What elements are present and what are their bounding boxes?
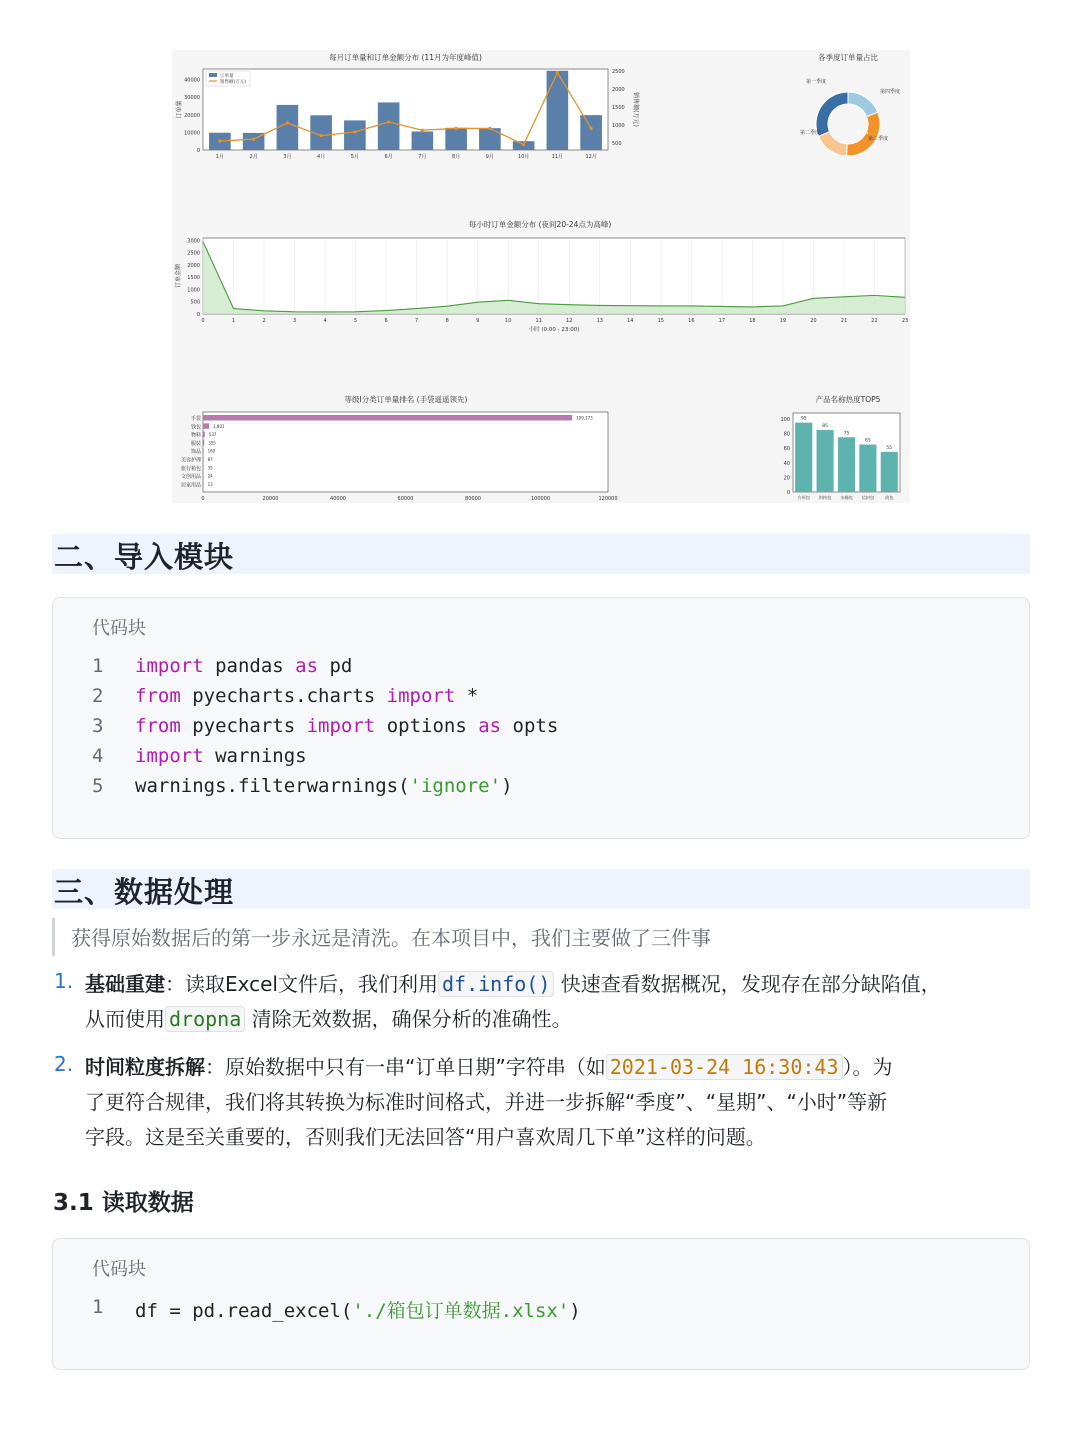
slice-label: 第三季度	[867, 136, 889, 142]
bar-钱包	[203, 423, 209, 429]
code-block-import[interactable]	[52, 597, 1030, 839]
x-tick-label: 4	[323, 318, 327, 324]
chart-title: 每小时订单金额分布 (夜间20-24点为高峰)	[468, 220, 612, 229]
bar-筒包	[881, 452, 898, 492]
code-text: import pandas as pd	[135, 655, 353, 677]
slice-label: 第一季度	[805, 79, 827, 85]
bar-服装	[203, 440, 204, 446]
line-number: 3	[92, 715, 104, 737]
x-tick-label: 15	[657, 318, 665, 324]
y-axis-label: 订单金额	[175, 263, 182, 289]
list-item-2-line-2: 了更符合规律，我们将其转换为标准时间格式，并进一步拆解“季度”、“星期”、“小时”等新	[85, 1090, 888, 1114]
y2-tick-label: 2000	[612, 86, 625, 93]
x-tick-label: 0	[201, 318, 205, 324]
line-point-1月	[218, 139, 221, 142]
section-heading-data-processing	[52, 869, 1030, 909]
y-tick-label: 20000	[184, 112, 200, 119]
y-tick-label: 0	[196, 148, 200, 154]
y-tick-label: 美容护理	[180, 457, 201, 464]
line-point-11月	[556, 71, 559, 74]
x-tick-label: 8月	[452, 154, 461, 160]
bar-5月	[344, 120, 366, 150]
code-line	[53, 1296, 1029, 1326]
chart-title: 每月订单量和订单金额分布 (11月为年度峰值)	[329, 53, 482, 62]
section-heading-import	[52, 534, 1030, 574]
chart-title: 产品名称热度TOP5	[815, 395, 881, 404]
code-text: from pyecharts.charts import *	[135, 685, 479, 707]
y-tick-label: 3000	[187, 238, 200, 245]
inline-code: 2021-03-24 16:30:43	[606, 1054, 843, 1080]
text: 从而使用	[85, 1007, 165, 1031]
y2-axis-label: 销售额(万元)	[632, 92, 639, 127]
x-tick-label: 22	[871, 318, 878, 324]
bar-value-label: 87	[207, 457, 213, 462]
bar-value-label: 109,373	[576, 415, 593, 421]
bar-value-label: 355	[208, 440, 216, 446]
y-tick-label: 2000	[187, 262, 200, 269]
chart-title: 等级I分类订单量排名 (手袋遥遥领先)	[344, 395, 468, 404]
bar-美容护理	[203, 457, 204, 463]
bar-12月	[580, 115, 602, 150]
y-tick-label: 饰品	[190, 449, 201, 456]
y-tick-label: 2500	[187, 250, 200, 257]
code-text: import warnings	[135, 745, 307, 767]
code-line	[53, 685, 1029, 715]
y-tick-label: 文创用品	[180, 474, 201, 481]
bar-value-label: 85	[822, 423, 828, 429]
text: ）。为	[842, 1055, 893, 1079]
line-point-8月	[455, 127, 458, 130]
x-tick-label: 5	[354, 318, 358, 324]
bar-居家用品	[203, 481, 204, 487]
list-item-2-line-1	[85, 1050, 893, 1085]
x-tick-label: 2	[262, 318, 266, 324]
text: ：原始数据中只有一串“订单日期”字符串（如	[205, 1055, 606, 1079]
line-point-12月	[590, 127, 593, 130]
x-tick-label: 3月	[283, 154, 292, 160]
bar-value-label: 1,801	[213, 423, 225, 429]
x-tick-label: 14	[627, 318, 634, 324]
x-tick-label: 9	[476, 318, 480, 324]
bar-手袋	[203, 415, 572, 421]
slice-第三季度	[818, 132, 847, 156]
x-tick-label: 120000	[598, 496, 618, 502]
dashboard-charts	[172, 50, 910, 503]
x-tick-label: 1月	[215, 154, 224, 160]
y-tick-label: 物料	[190, 432, 201, 439]
code-block-read-data[interactable]	[52, 1238, 1030, 1370]
x-tick-label: 60000	[397, 496, 414, 502]
x-tick-label: 12	[566, 318, 573, 324]
plot-area	[203, 412, 608, 492]
x-tick-label: 7	[415, 318, 419, 324]
subsection-title: 3.1 读取数据	[53, 1190, 194, 1216]
bar-8月	[445, 128, 467, 150]
x-tick-label: 1	[231, 318, 236, 324]
x-tick-label: 7月	[418, 154, 427, 160]
y-tick-label: 钱包	[190, 424, 201, 431]
line-number: 5	[92, 775, 104, 797]
list-number: 2.	[54, 1052, 74, 1076]
line-point-2月	[252, 138, 255, 141]
x-tick-label: 3	[292, 318, 297, 324]
dashboard-image	[172, 50, 910, 503]
x-tick-label: 5月	[350, 154, 359, 160]
bar-饰品	[203, 448, 204, 454]
y2-tick-label: 1500	[612, 104, 625, 111]
x-tick-label: 10月	[517, 154, 530, 160]
x-tick-label: 17	[718, 318, 726, 324]
bar-斜挎包	[817, 430, 834, 492]
x-tick-label: 100000	[530, 496, 551, 502]
x-tick-label: 11月	[551, 154, 564, 160]
x-tick-label: 18	[749, 318, 756, 324]
bar-value-label: 55	[886, 445, 893, 451]
x-tick-label: 斜挎包	[818, 495, 832, 500]
x-tick-label: 21	[840, 318, 848, 324]
y-tick-label: 0	[196, 312, 200, 318]
y-tick-label: 80	[783, 431, 790, 438]
bar-value-label: 160	[207, 448, 216, 454]
text: 清除无效数据，确保分析的准确性。	[251, 1007, 572, 1031]
x-tick-label: 2月	[249, 154, 258, 160]
x-tick-label: 13	[596, 318, 603, 324]
code-block-caption: 代码块	[92, 1259, 146, 1280]
y-tick-label: 居家用品	[180, 482, 201, 489]
y-axis-label: 订单量	[176, 100, 183, 119]
bar-7月	[412, 132, 434, 150]
bar-文创用品	[203, 473, 204, 479]
code-line	[53, 745, 1029, 775]
y-tick-label: 10000	[184, 130, 200, 137]
bar-value-label: 35	[207, 465, 213, 471]
y-tick-label: 30000	[184, 95, 200, 102]
line-point-7月	[421, 129, 424, 132]
inline-code: dropna	[165, 1006, 245, 1032]
list-number: 1.	[54, 969, 74, 993]
y2-tick-label: 2500	[612, 68, 625, 75]
text: ：读取Excel文件后，我们利用	[165, 972, 438, 996]
bar-value-label: 24	[207, 473, 213, 479]
line-number: 1	[92, 1296, 104, 1318]
x-tick-label: 20	[810, 318, 817, 324]
x-tick-label: 水桶包	[840, 495, 853, 500]
bar-value-label: 75	[843, 431, 850, 437]
bar-value-label: 13	[207, 481, 213, 487]
bar-物料	[203, 432, 205, 438]
inline-code: df.info()	[438, 971, 554, 997]
list-item-1-line-1	[85, 967, 941, 1002]
line-point-3月	[286, 121, 289, 124]
y-tick-label: 0	[786, 490, 790, 496]
x-tick-label: 8	[445, 318, 449, 324]
line-point-4月	[320, 134, 323, 137]
bar-value-label: 95	[800, 416, 807, 422]
blockquote	[52, 918, 711, 956]
list-item-1-line-2	[85, 1002, 572, 1037]
code-line	[53, 775, 1029, 805]
code-line	[53, 715, 1029, 745]
y-tick-label: 1000	[187, 287, 200, 294]
y-tick-label: 1500	[187, 275, 200, 282]
x-tick-label: 方形包	[797, 495, 810, 500]
bar-value-label: 65	[865, 438, 871, 444]
y-tick-label: 手袋	[190, 416, 201, 422]
line-number: 1	[92, 655, 104, 677]
bar-value-label: 537	[208, 432, 217, 438]
section-title: 三、数据处理	[54, 875, 235, 909]
y-tick-label: 500	[190, 299, 200, 306]
code-block-caption: 代码块	[92, 618, 146, 639]
list-item-bold: 基础重建	[85, 972, 165, 996]
line-number: 2	[92, 685, 104, 707]
y-tick-label: 服装	[190, 440, 201, 447]
code-text: from pyecharts import options as opts	[135, 715, 559, 737]
line-point-9月	[488, 127, 491, 130]
x-tick-label: 6月	[384, 154, 393, 160]
x-tick-label: 19	[779, 318, 787, 324]
x-axis-label: 小时 (0:00 - 23:00)	[528, 327, 580, 333]
slice-label: 第二季度	[799, 130, 821, 136]
y-tick-label: 20	[783, 475, 790, 482]
code-text: df = pd.read_excel('./箱包订单数据.xlsx')	[135, 1300, 581, 1322]
legend-label-0: 订单量	[220, 74, 234, 79]
slice-label: 第四季度	[879, 89, 901, 95]
section-title: 二、导入模块	[54, 540, 235, 574]
text: 快速查看数据概况，发现存在部分缺陷值，	[560, 972, 941, 996]
x-tick-label: 4月	[317, 154, 326, 160]
quote-text: 获得原始数据后的第一步永远是清洗。在本项目中，我们主要做了三件事	[71, 926, 711, 950]
y2-tick-label: 1000	[612, 122, 625, 129]
x-tick-label: 80000	[465, 496, 481, 502]
chart-title: 各季度订单量占比	[818, 53, 878, 62]
x-tick-label: 23	[901, 318, 909, 324]
x-tick-label: 筒包	[885, 495, 894, 500]
line-point-6月	[387, 120, 390, 123]
slice-percent: 31.7%	[855, 130, 869, 135]
slice-第一季度	[848, 92, 878, 117]
legend-swatch-bar	[209, 73, 217, 77]
x-tick-label: 11	[535, 318, 542, 324]
bar-3月	[277, 105, 299, 150]
x-tick-label: 20000	[262, 496, 279, 502]
line-number: 4	[92, 745, 104, 767]
slice-第二季度	[816, 92, 848, 136]
x-tick-label: 6	[384, 318, 388, 324]
x-tick-label: 10	[505, 318, 512, 324]
x-tick-label: 0	[201, 496, 205, 502]
bar-信封包	[859, 445, 876, 492]
y2-tick-label: 500	[612, 140, 622, 147]
y-tick-label: 40	[783, 460, 790, 467]
line-point-5月	[353, 130, 356, 133]
list-item-2-line-3: 字段。这是至关重要的，否则我们无法回答“用户喜欢周几下单”这样的问题。	[85, 1125, 766, 1149]
x-tick-label: 信封包	[861, 495, 875, 500]
x-tick-label: 16	[688, 318, 695, 324]
x-tick-label: 12月	[585, 154, 597, 160]
y-tick-label: 60	[783, 446, 790, 453]
bar-水桶包	[838, 437, 855, 492]
line-point-10月	[522, 143, 525, 146]
bar-旅行箱包	[203, 465, 204, 471]
code-line	[53, 655, 1029, 685]
x-tick-label: 9月	[485, 154, 494, 160]
y-tick-label: 100	[780, 417, 790, 423]
bar-方形包	[795, 423, 812, 492]
x-tick-label: 40000	[330, 496, 346, 502]
legend-label-1: 销售额(万元)	[220, 80, 247, 85]
y-tick-label: 旅行箱包	[180, 465, 201, 472]
bar-6月	[378, 102, 400, 150]
code-text: warnings.filterwarnings('ignore')	[135, 775, 513, 797]
y-tick-label: 40000	[184, 77, 200, 84]
bar-11月	[547, 71, 569, 150]
list-item-bold: 时间粒度拆解	[85, 1055, 205, 1079]
